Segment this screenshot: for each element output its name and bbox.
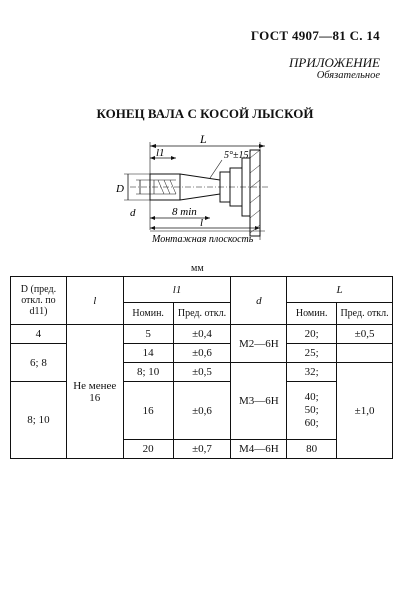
dim-angle: 5°±15' [224,150,251,161]
cell-l1-tol: ±0,6 [173,382,231,440]
header-L: L [287,277,393,303]
dim-l1: l1 [156,147,165,159]
table-header-row [11,277,393,303]
shaft-end-drawing [100,128,280,248]
cell-d: М2—6Н [231,325,287,363]
cell-l1-tol: ±0,7 [173,440,231,459]
header-D: D (пред. откл. по d11) [11,277,67,325]
cell-l1-tol: ±0,4 [173,325,231,344]
subheader-l1-tol: Пред. откл. [173,303,231,325]
cell-l1-tol: ±0,6 [173,344,231,363]
cell-L-tol: ±0,5 [337,325,393,344]
mounting-plane-label: Монтажная плоскость [152,234,254,245]
cell-l1-nom: 16 [123,382,173,440]
dim-l: l [200,217,204,229]
cell-l1-tol: ±0,5 [173,363,231,382]
cell-l1-nom: 8; 10 [123,363,173,382]
cell-L-nom: 40; [304,391,319,403]
unit-label: мм [191,263,204,274]
cell-D: 6; 8 [11,344,67,382]
cell-L-nom: 80 [287,440,337,459]
dim-d: d [130,207,136,219]
page-title: КОНЕЦ ВАЛА С КОСОЙ ЛЫСКОЙ [96,106,314,121]
cell-l1-nom: 20 [123,440,173,459]
table-row [11,325,393,344]
document-reference: ГОСТ 4907—81 С. 14 [250,28,380,43]
cell-D: 8; 10 [11,382,67,459]
cell-D: 4 [11,325,67,344]
subheader-L-nom: Номин. [287,303,337,325]
cell-L-tol-empty [337,344,393,363]
appendix-label: ПРИЛОЖЕНИЕ [289,55,380,70]
cell-l1-nom: 5 [123,325,173,344]
cell-L-nom: 60; [304,417,319,429]
cell-L-nom: 25; [287,344,337,363]
cell-d: М4—6Н [231,440,287,459]
cell-d: М3—6Н [231,363,287,440]
cell-l1-nom: 14 [123,344,173,363]
header-l1: l1 [123,277,231,303]
cell-L-nom: 32; [287,363,337,382]
dim-L-top: L [200,132,207,146]
mandatory-label: Обязательное [316,70,380,81]
dim-D: D [116,183,124,195]
cell-L-nom: 20; [287,325,337,344]
header-d: d [231,277,287,325]
cell-l: Не менее 16 [66,325,123,459]
cell-L-nom: 50; [304,404,319,416]
header-l: l [66,277,123,325]
cell-L-nom-group [287,382,337,440]
cell-L-tol: ±1,0 [337,363,393,459]
subheader-l1-nom: Номин. [123,303,173,325]
subheader-L-tol: Пред. откл. [337,303,393,325]
dimensions-table [10,276,393,459]
dim-8min: 8 min [172,206,197,218]
